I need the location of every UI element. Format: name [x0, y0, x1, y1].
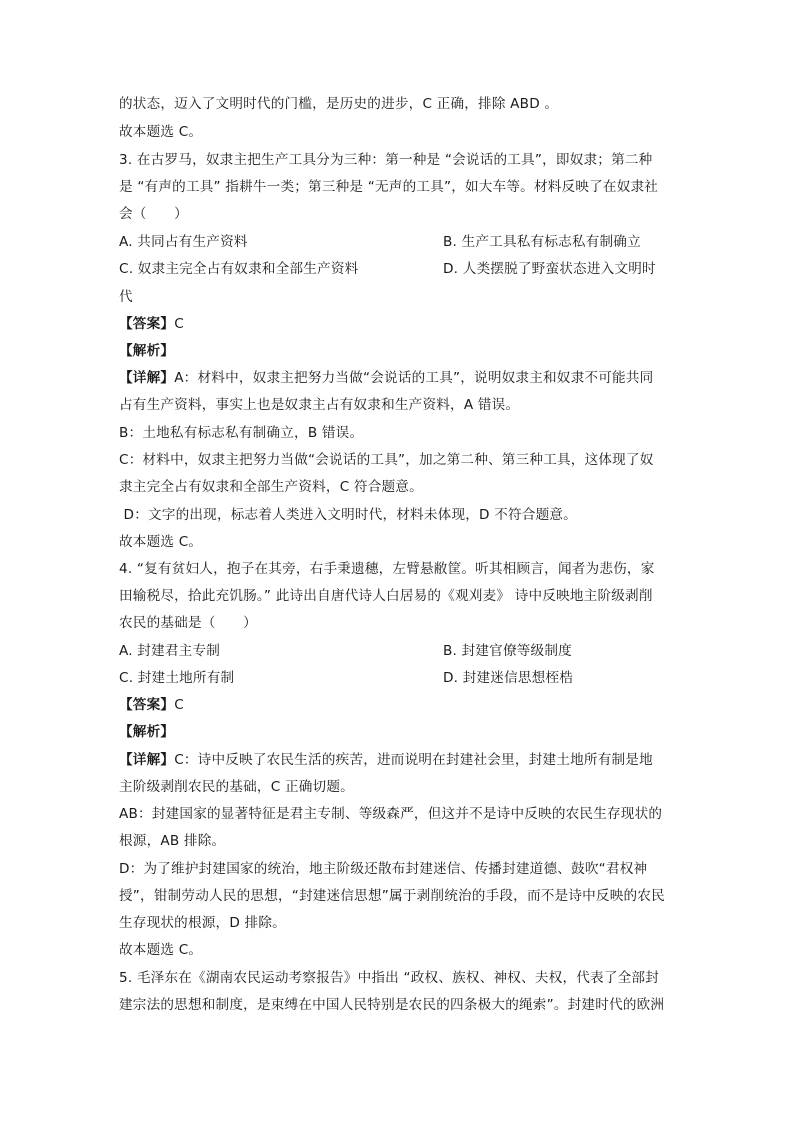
q3-option-d: D. 人类摆脱了野蛮状态进入文明时 [443, 261, 656, 277]
q4-detail-line-3: AB：封建国家的显著特征是君主专制、等级森严，但这并不是诗中反映的农民生存现状的 [119, 806, 663, 822]
q3-detail-line-5: 隶主完全占有奴隶和全部生产资料，C 符合题意。 [119, 479, 423, 495]
analysis-label: 【解析】 [119, 343, 175, 359]
q3-analysis-label [119, 341, 174, 361]
q4-analysis-label [119, 722, 174, 742]
q3-stem-line-2: 是 “有声的工具” 指耕牛一类；第三种是 “无声的工具”，如大车等。材料反映了在奴隶社 [119, 179, 659, 195]
q3-option-c: C. 奴隶主完全占有奴隶和全部生产资料 [119, 261, 359, 277]
detail-label: 【详解】 [119, 370, 175, 386]
q3-detail-line-2: 占有生产资料，事实上也是奴隶主占有奴隶和生产资料，A 错误。 [119, 397, 520, 413]
q4-detail-line-7: 生存现状的根源，D 排除。 [119, 915, 286, 931]
q4-stem-line-2: 田输税尽，拾此充饥肠。” 此诗出自唐代诗人白居易的《观刈麦》 诗中反映地主阶级剥削 [119, 588, 653, 604]
q4-detail-line-2: 主阶级剥削农民的基础，C 正确切题。 [119, 779, 354, 795]
detail-label: 【详解】 [119, 752, 175, 768]
q3-detail-line-6: D：文字的出现，标志着人类进入文明时代，材料未体现，D 不符合题意。 [119, 507, 577, 523]
q4-option-a: A. 封建君主专制 [119, 643, 221, 659]
q2-answer-line: 故本题选 C。 [119, 124, 203, 140]
q3-answer [119, 314, 184, 334]
q4-stem-line-1: 4. “复有贫妇人，抱子在其旁，右手秉遗穗，左臂悬敝筐。听其相顾言，闻者为悲伤，家 [119, 561, 655, 577]
q3-stem-line-3: 会（ ） [119, 206, 188, 222]
detail-text: A：材料中，奴隶主把努力当做“会说话的工具”，说明奴隶主和奴隶不可能共同 [174, 370, 654, 386]
q3-option-b: B. 生产工具私有标志私有制确立 [443, 234, 641, 250]
q4-detail-line-4: 根源，AB 排除。 [119, 833, 226, 849]
q3-option-d-continued: 代 [119, 289, 133, 305]
q4-detail-line-5: D：为了维护封建国家的统治，地主阶级还散布封建迷信、传播封建道德、鼓吹“君权神 [119, 861, 648, 877]
q3-detail-line-4: C：材料中，奴隶主把努力当做“会说话的工具”，加之第二种、第三种工具，这体现了奴 [119, 452, 654, 468]
answer-value: C [174, 697, 184, 713]
q5-stem-line-1: 5. 毛泽东在《湖南农民运动考察报告》中指出 “政权、族权、神权、夫权，代表了全部封 [119, 970, 660, 986]
q3-detail-line-1 [119, 368, 653, 388]
q5-stem-line-2: 建宗法的思想和制度，是束缚在中国人民特别是农民的四条极大的绳索”。封建时代的欧洲 [119, 997, 665, 1013]
q3-conclusion: 故本题选 C。 [119, 534, 203, 550]
detail-text: C：诗中反映了农民生活的疾苦，进而说明在封建社会里，封建土地所有制是地 [174, 752, 653, 768]
q4-stem-line-3: 农民的基础是（ ） [119, 615, 257, 631]
q4-detail-line-6: 授”，钳制劳动人民的思想，“封建迷信思想”属于剥削统治的手段，而不是诗中反映的农民 [119, 888, 665, 904]
q4-option-d: D. 封建迷信思想桎梏 [443, 670, 574, 686]
answer-label: 【答案】 [119, 697, 175, 713]
answer-value: C [174, 316, 184, 332]
q3-stem-line-1: 3. 在古罗马，奴隶主把生产工具分为三种：第一种是 “会说话的工具”，即奴隶；第二种 [119, 152, 653, 168]
q3-option-a: A. 共同占有生产资料 [119, 234, 248, 250]
q4-option-b: B. 封建官僚等级制度 [443, 643, 572, 659]
q4-detail-line-1 [119, 750, 653, 770]
q2-conclusion-line: 的状态，迈入了文明时代的门槛，是历史的进步，C 正确，排除 ABD 。 [119, 96, 559, 112]
q4-option-c: C. 封建土地所有制 [119, 670, 235, 686]
q3-detail-line-3: B：土地私有标志私有制确立，B 错误。 [119, 425, 364, 441]
q4-answer [119, 695, 184, 715]
answer-label: 【答案】 [119, 316, 175, 332]
q4-conclusion: 故本题选 C。 [119, 942, 203, 958]
analysis-label: 【解析】 [119, 724, 175, 740]
